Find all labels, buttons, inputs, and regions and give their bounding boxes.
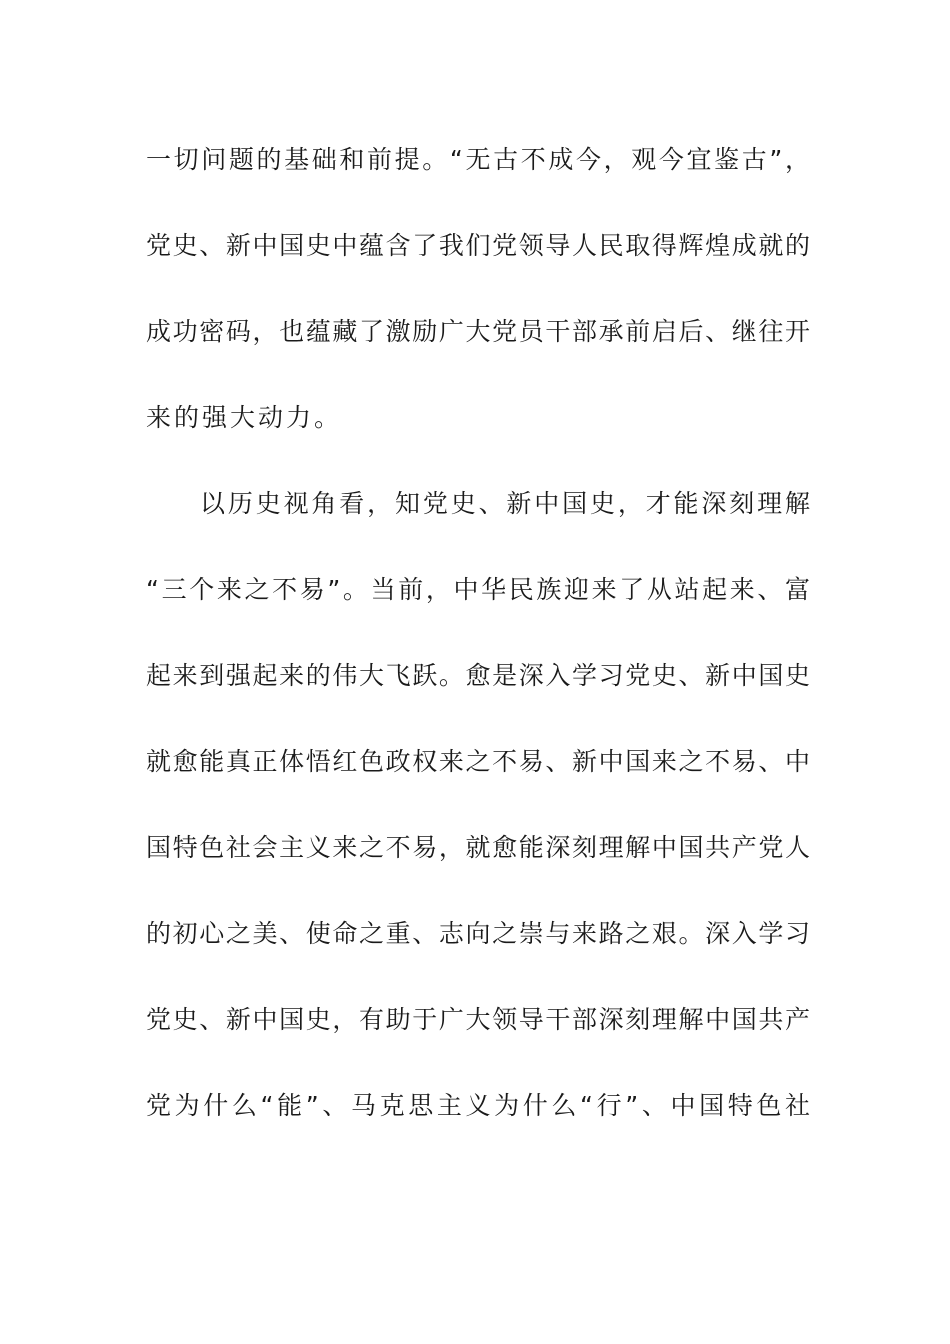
text-line-7: 起来到强起来的伟大飞跃。愈是深入学习党史、新中国史 bbox=[146, 661, 810, 690]
text-line-9: 国特色社会主义来之不易，就愈能深刻理解中国共产党人 bbox=[146, 833, 810, 862]
text-line-11: 党史、新中国史，有助于广大领导干部深刻理解中国共产 bbox=[146, 1005, 810, 1034]
text-line-3: 成功密码，也蕴藏了激励广大党员干部承前启后、继往开 bbox=[146, 317, 810, 346]
text-line-2: 党史、新中国史中蕴含了我们党领导人民取得辉煌成就的 bbox=[146, 231, 810, 260]
text-line-6: “三个来之不易”。当前，中华民族迎来了从站起来、富 bbox=[146, 575, 810, 604]
text-line-12: 党为什么“能”、马克思主义为什么“行”、中国特色社 bbox=[146, 1091, 810, 1120]
text-line-8: 就愈能真正体悟红色政权来之不易、新中国来之不易、中 bbox=[146, 747, 810, 776]
text-line-1: 一切问题的基础和前提。“无古不成今，观今宜鉴古”， bbox=[146, 145, 810, 174]
text-line-5: 以历史视角看，知党史、新中国史，才能深刻理解 bbox=[200, 489, 810, 518]
text-line-10: 的初心之美、使命之重、志向之崇与来路之艰。深入学习 bbox=[146, 919, 810, 948]
text-line-4: 来的强大动力。 bbox=[146, 403, 343, 432]
